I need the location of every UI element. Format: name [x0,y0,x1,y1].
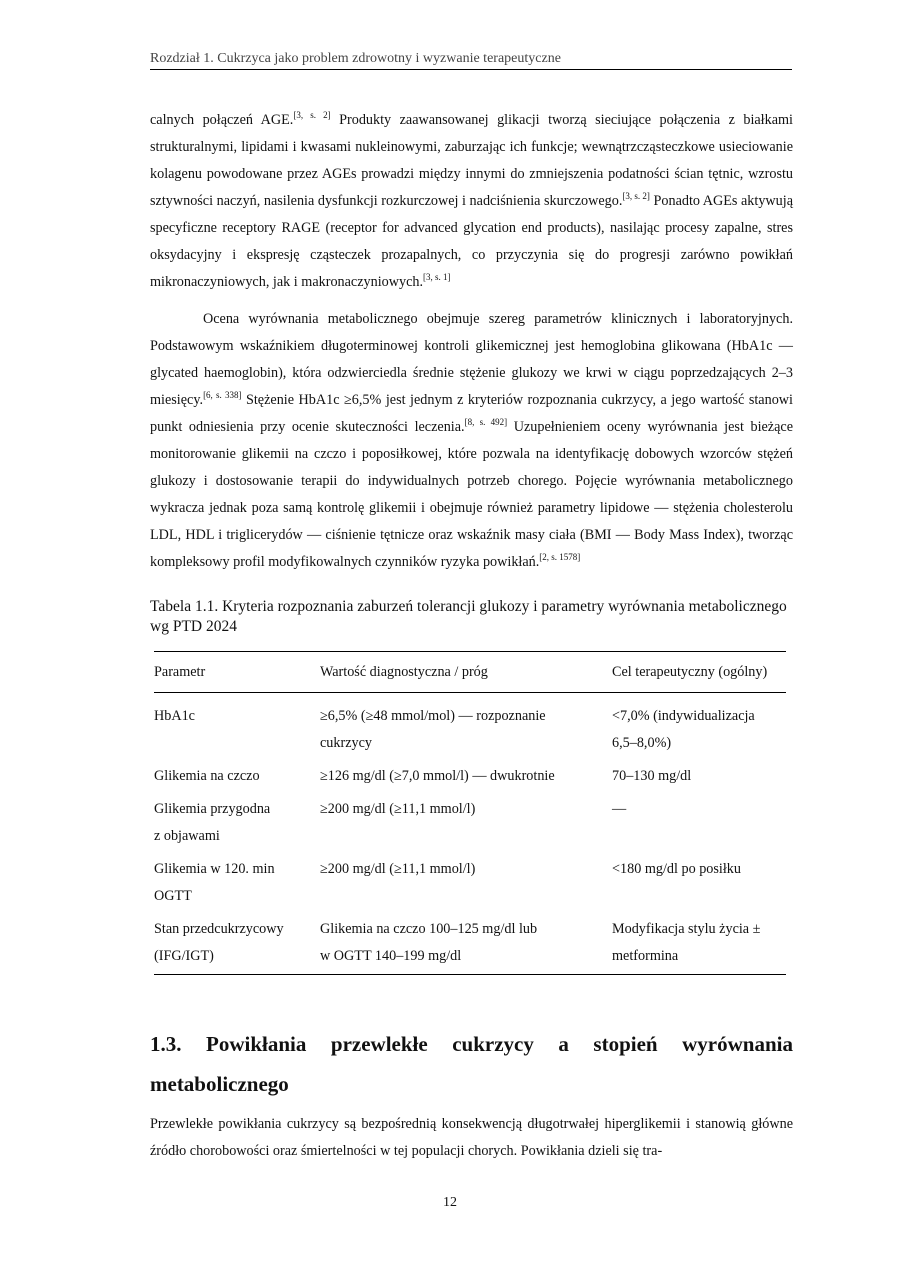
column-header-parameter: Parametr [154,652,320,693]
table-cell [154,856,320,916]
table-caption: Tabela 1.1. Kryteria rozpoznania zaburzeń tolerancji glukozy i parametry wyrównania metabolicznego wg PTD 2024 [150,598,787,635]
cell-text: <7,0% (indywidualizacja [612,708,755,724]
cell-text: ≥200 mg/dl (≥11,1 mmol/l) [320,861,476,877]
cell-text: Glikemia na czczo [154,768,260,784]
cell-text: metformina [612,948,679,964]
table-cell [320,763,612,796]
citation-reference: [3, s. 2] [293,110,331,120]
table-cell [612,856,786,916]
text-run: Produkty zaawansowanej glikacji tworzą sieciujące połączenia z białkami strukturalnymi, lipidami i kwasami nukleinowymi, zaburzając ich funkcje; wewnątrzcząsteczkowe usieciowanie kolagenu powodowane przez AGEs prowadzi między innymi do zmniejszenia podatności ścian tętnic, wzrostu sztywności naczyń, nasilenia dysfunkcji rozkurczowej i nadciśnienia skurczowego. [150,112,793,209]
cell-text: Glikemia na czczo 100–125 mg/dl lub [320,921,538,937]
text-run: Ponadto AGEs aktywują specyficzne receptory RAGE (receptor for advanced glycation end products), nasilając procesy zapalne, stres oksydacyjny i ekspresję cząsteczek prozapalnych, co przyczynia się do progresji zarówno powikłań mikronaczyniowych, jak i makronaczyniowych. [150,193,794,290]
cell-text: Modyfikacja stylu życia ± [612,921,761,937]
cell-text: 6,5–8,0%) [612,735,672,751]
cell-text: ≥126 mg/dl (≥7,0 mmol/l) — dwukrotnie [320,768,555,784]
column-header-therapeutic-goal: Cel terapeutyczny (ogólny) [612,652,786,693]
citation-reference: [3, s. 2] [622,191,650,201]
cell-text: Stan przedcukrzycowy [154,921,284,937]
table-row [154,693,786,764]
table-cell [612,693,786,764]
table-cell [612,916,786,975]
cell-text: cukrzycy [320,735,372,751]
text-run: calnych połączeń AGE. [150,112,294,128]
cell-text: z objawami [154,828,220,844]
paragraph-chronic-complications [150,1111,793,1165]
table-row [154,856,786,916]
citation-reference: [6, s. 338] [203,390,242,400]
cell-text: 70–130 mg/dl [612,768,692,784]
table-body [154,693,786,975]
table-cell [320,693,612,764]
section-heading: 1.3. Powikłania przewlekłe cukrzycy a stopień wyrównania metabolicznego [150,1032,793,1096]
cell-text: w OGTT 140–199 mg/dl [320,948,462,964]
table-row [154,916,786,975]
table-cell [612,796,786,856]
paragraph-metabolic-assessment [150,306,793,576]
text-run: Przewlekłe powikłania cukrzycy są bezpośrednią konsekwencją długotrwałej hiperglikemii i stanowią główne źródło chorobowości oraz śmiertelności w tej populacji chorych. Powikłania dzieli się tra- [150,1116,793,1159]
table-cell [154,693,320,764]
cell-text: Glikemia przygodna [154,801,271,817]
table-cell [154,916,320,975]
table-cell [320,856,612,916]
citation-reference: [8, s. 492] [464,417,508,427]
criteria-table [154,651,786,975]
text-run: Stężenie HbA1c ≥6,5% jest jednym z kryteriów rozpoznania cukrzycy, a jego wartość stanowi punkt odniesienia przy ocenie skuteczności leczenia. [150,392,793,435]
cell-text: <180 mg/dl po posiłku [612,861,741,877]
table-cell [154,763,320,796]
text-run: Uzupełnieniem oceny wyrównania jest bieżące monitorowanie glikemii na czczo i poposiłkowej, które pozwala na identyfikację dobowych wzorców stężeń glukozy i dostosowanie terapii do indywidualnych potrzeb chorego. Pojęcie wyrównania metabolicznego wykracza jednak poza samą kontrolę glikemii i obejmuje również parametry lipidowe — stężenia cholesterolu LDL, HDL i triglicerydów — ciśnienie tętnicze oraz wskaźnik masy ciała (BMI — Body Mass Index), tworząc kompleksowy profil modyfikowalnych czynników ryzyka powikłań. [150,419,793,570]
table-cell [320,916,612,975]
text-run: Ocena wyrównania metabolicznego obejmuje szereg parametrów klinicznych i laboratoryjnych. Podstawowym wskaźnikiem długoterminowej kontroli glikemicznej jest hemoglobina glikowana (HbA1c — glycated haemoglobin), która odzwierciedla średnie stężenie glukozy we krwi w ciągu poprzedzających 2–3 miesięcy. [150,311,793,408]
citation-reference: [2, s. 1578] [539,552,581,562]
cell-text: OGTT [154,888,192,904]
table-row [154,796,786,856]
cell-text: — [612,801,627,817]
running-header: Rozdział 1. Cukrzyca jako problem zdrowotny i wyzwanie terapeutyczne [150,50,792,70]
cell-text: (IFG/IGT) [154,948,214,964]
table-row [154,763,786,796]
table-cell [154,796,320,856]
paragraph-age-effects [150,107,793,296]
page-number: 12 [443,1195,457,1210]
table-cell [320,796,612,856]
cell-text: ≥6,5% (≥48 mmol/mol) — rozpoznanie [320,708,546,724]
column-header-diagnostic-value: Wartość diagnostyczna / próg [320,652,612,693]
table-header-row [154,652,786,693]
cell-text: ≥200 mg/dl (≥11,1 mmol/l) [320,801,476,817]
cell-text: Glikemia w 120. min [154,861,275,877]
citation-reference: [3, s. 1] [423,272,451,282]
table-cell [612,763,786,796]
cell-text: HbA1c [154,708,195,724]
